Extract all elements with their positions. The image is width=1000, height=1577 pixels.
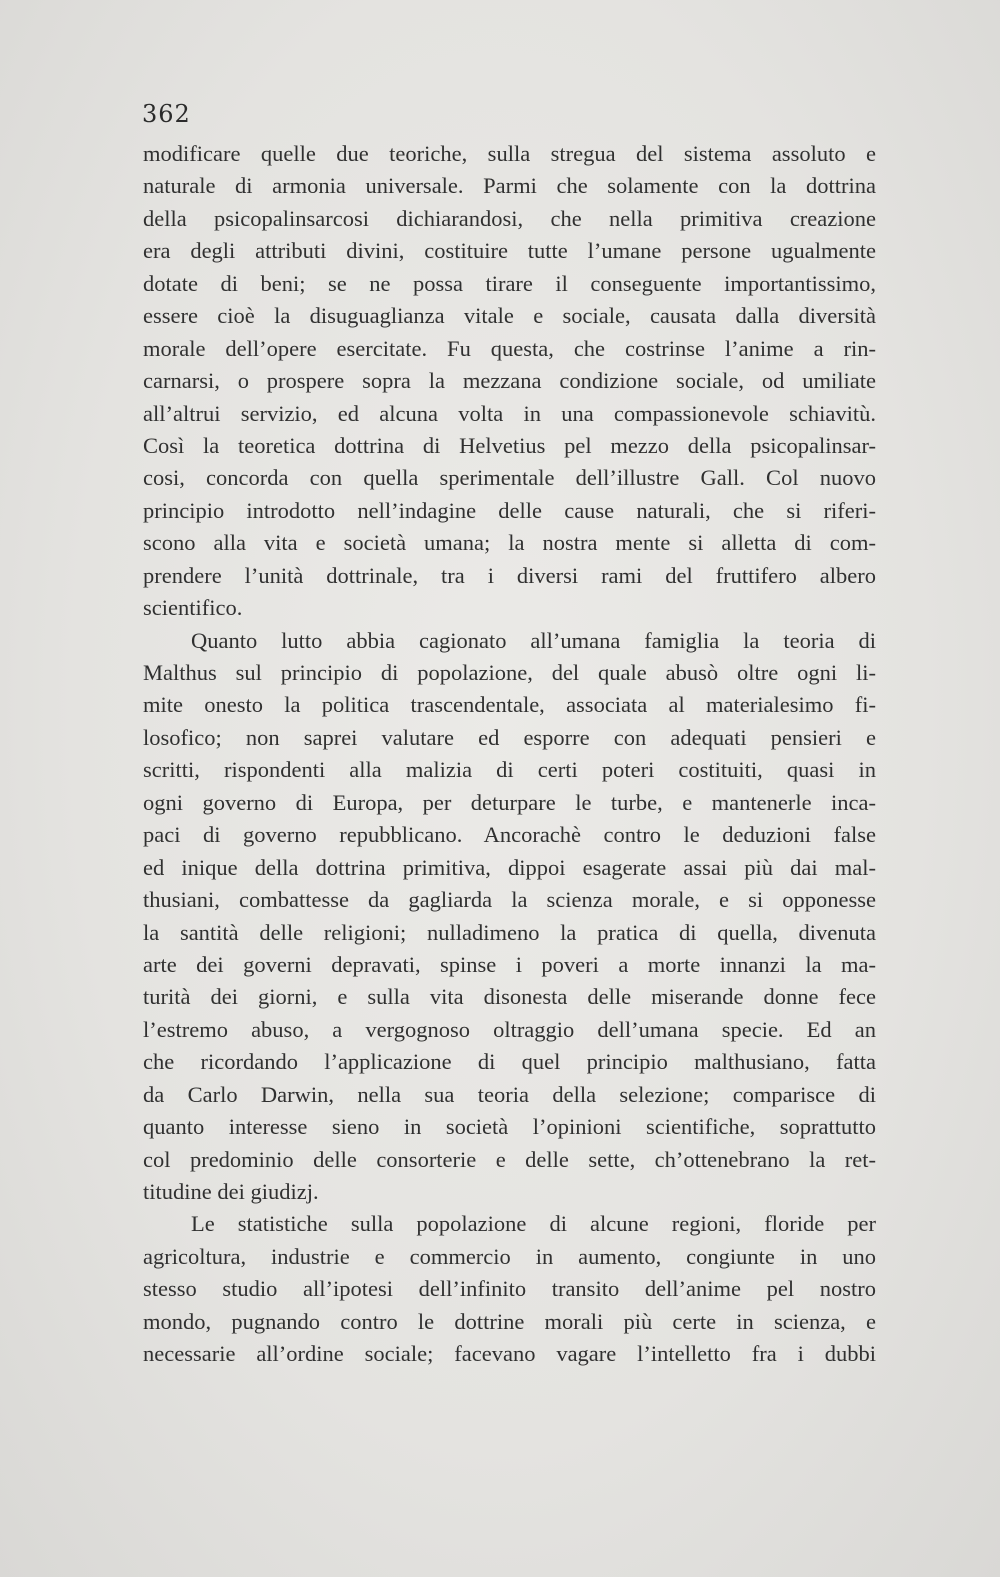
text-line: morale dell’opere esercitate. Fu questa, che costrinse l’anime a rin- xyxy=(143,335,876,361)
text-line: naturale di armonia universale. Parmi che solamente con la dottrina xyxy=(143,173,876,199)
text-line: Così la teoretica dottrina di Helvetius pel mezzo della psicopalinsar- xyxy=(143,432,876,458)
text-line: quanto interesse sieno in società l’opinioni scientifiche, soprattutto xyxy=(143,1114,876,1140)
text-line: cosi, concorda con quella sperimentale dell’illustre Gall. Col nuovo xyxy=(143,465,876,491)
text-line: all’altrui servizio, ed alcuna volta in una compassionevole schiavitù. xyxy=(143,400,876,426)
text-line: paci di governo repubblicano. Ancorachè contro le deduzioni false xyxy=(143,822,876,848)
text-line: carnarsi, o prospere sopra la mezzana condizione sociale, od umiliate xyxy=(143,368,876,394)
text-line: titudine dei giudizj. xyxy=(143,1179,319,1204)
text-line: principio introdotto nell’indagine delle cause naturali, che si riferi- xyxy=(143,497,876,523)
text-line: scono alla vita e società umana; la nostra mente si alletta di com- xyxy=(143,530,876,556)
text-line: scritti, rispondenti alla malizia di certi poteri costituiti, quasi in xyxy=(143,757,876,783)
text-line: losofico; non saprei valutare ed esporre con adequati pensieri e xyxy=(143,724,876,750)
text-line: ed inique della dottrina primitiva, dippoi esagerate assai più dai mal- xyxy=(143,854,876,880)
text-line: Quanto lutto abbia cagionato all’umana famiglia la teoria di xyxy=(191,627,876,653)
text-line: Malthus sul principio di popolazione, del quale abusò oltre ogni li- xyxy=(143,660,876,685)
text-line: che ricordando l’applicazione di quel principio malthusiano, fatta xyxy=(143,1049,876,1075)
text-line: mondo, pugnando contro le dottrine morali più certe in scienza, e xyxy=(143,1308,876,1334)
text-line: era degli attributi divini, costituire tutte l’umane persone ugualmente xyxy=(143,238,876,264)
text-line: essere cioè la disuguaglianza vitale e sociale, causata dalla diversità xyxy=(143,303,876,329)
text-line: scientifico. xyxy=(143,595,243,621)
text-line: la santità delle religioni; nulladimeno la pratica di quella, divenuta xyxy=(143,919,876,945)
text-line: modificare quelle due teoriche, sulla stregua del sistema assoluto e xyxy=(143,141,876,166)
text-line: della psicopalinsarcosi dichiarandosi, che nella primitiva creazione xyxy=(143,205,876,231)
text-line: stesso studio all’ipotesi dell’infinito transito dell’anime pel nostro xyxy=(143,1276,876,1302)
text-line: thusiani, combattesse da gagliarda la scienza morale, e si opponesse xyxy=(143,887,876,913)
text-line: col predominio delle consorterie e delle sette, ch’ottenebrano la ret- xyxy=(143,1146,876,1172)
text-line: dotate di beni; se ne possa tirare il conseguente importantissimo, xyxy=(143,270,876,296)
text-line: agricoltura, industrie e commercio in aumento, congiunte in uno xyxy=(143,1243,876,1269)
page-number: 362 xyxy=(142,100,191,128)
text-line: ogni governo di Europa, per deturpare le turbe, e mantenerle inca- xyxy=(143,789,876,815)
text-line: arte dei governi depravati, spinse i poveri a morte innanzi la ma- xyxy=(143,951,876,977)
text-line: Le statistiche sulla popolazione di alcune regioni, floride per xyxy=(191,1211,876,1237)
text-line: prendere l’unità dottrinale, tra i diversi rami del fruttifero albero xyxy=(143,562,876,588)
text-line: l’estremo abuso, a vergognoso oltraggio dell’umana specie. Ed an xyxy=(143,1016,876,1042)
text-line: mite onesto la politica trascendentale, associata al materialesimo fi- xyxy=(143,692,876,718)
text-line: da Carlo Darwin, nella sua teoria della selezione; comparisce di xyxy=(143,1081,876,1107)
text-line: turità dei giorni, e sulla vita disonesta delle miserande donne fece xyxy=(143,984,876,1010)
text-line: necessarie all’ordine sociale; facevano vagare l’intelletto fra i dubbi xyxy=(143,1341,876,1367)
body-text xyxy=(143,138,876,1371)
